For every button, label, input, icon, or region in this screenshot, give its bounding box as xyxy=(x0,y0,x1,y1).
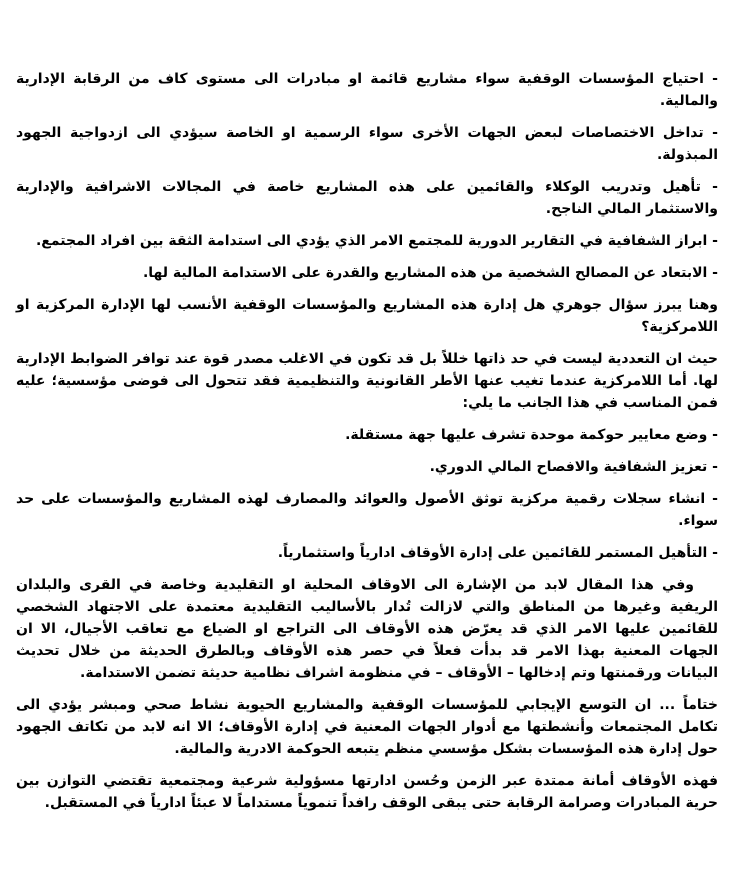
pluralism-paragraph: حيث ان التعددية ليست في حد ذاتها خللاً بل قد تكون في الاغلب مصدر قوة عند توافر الضوابط الإدارية لها. أما اللامركزية عندما تغيب عنها الأطر القانونية والتنظيمية فقد تتحول الى فوضى مؤسسية؛ عليه فمن المناسب في هذا الجانب ما يلي: xyxy=(16,351,718,411)
article-body xyxy=(16,68,718,824)
bullet-transparency-reports: - ابراز الشفافية في التقارير الدورية للمجتمع الامر الذي يؤدي الى استدامة الثقة بين افراد المجتمع. xyxy=(35,233,718,249)
conclusion-paragraph: ختاماً ... ان التوسع الإيجابي للمؤسسات الوقفية والمشاريع الحيوية نشاط صحي ومبشر يؤدي الى تكامل المجتمعات وأنشطتها مع أدوار الجهات المعنية في إدارة الأوقاف؛ الا انه لابد من تكاتف الجهود حول إدارة هذه المؤسسات بشكل مؤسسي منظم يتبعه الحوكمة الادرية والمالية. xyxy=(16,697,718,757)
bullet-avoid-personal-interests: - الابتعاد عن المصالح الشخصية من هذه المشاريع والقدرة على الاستدامة المالية لها. xyxy=(142,265,718,281)
bullet-digital-registers: - انشاء سجلات رقمية مركزية توثق الأصول والعوائد والمصارف لهذه المشاريع والمؤسسات على حد سواء. xyxy=(16,491,718,529)
local-endowments-paragraph: وفي هذا المقال لابد من الإشارة الى الاوقاف المحلية او التقليدية وخاصة في القرى والبلدان الريفية وغيرها من المناطق والتي لازالت تُدار بالأساليب التقليدية معتمدة على الاجتهاد الشخصي للقائمين عليها الامر الذي قد يعرّض هذه الأوقاف الى التراجع او الضياع مع تعاقب الأجيال، الا ان الجهات المعنية بهذا الامر قد بدأت فعلاً في حصر هذه الأوقاف وبالطرق الحديثة من خلال تحديث البيانات ورقمنتها وتم إدخالها – الأوقاف – في منظومة اشراف نظامية حديثة تضمن الاستدامة. xyxy=(16,577,718,681)
closing-paragraph: فهذه الأوقاف أمانة ممتدة عبر الزمن وحُسن ادارتها مسؤولية شرعية ومجتمعية تقتضي التوازن بين حرية المبادرات وصرامة الرقابة حتى يبقى الوقف رافداً تنموياً مستداماً لا عبئاً ادارياً في المستقبل. xyxy=(16,773,718,811)
bullet-overlapping-jurisdictions: - تداخل الاختصاصات لبعض الجهات الأخرى سواء الرسمية او الخاصة سيؤدي الى ازدواجية الجهود المبذولة. xyxy=(16,125,718,163)
bullet-oversight-need: - احتياج المؤسسات الوقفية سواء مشاريع قائمة او مبادرات الى مستوى كاف من الرقابة الإدارية والمالية. xyxy=(16,71,718,109)
bullet-governance-standards: - وضع معايير حوكمة موحدة تشرف عليها جهة مستقلة. xyxy=(345,427,718,443)
bullet-financial-disclosure: - تعزيز الشفافية والافصاح المالي الدوري. xyxy=(429,459,718,475)
bullet-continuous-qualification: - التأهيل المستمر للقائمين على إدارة الأوقاف ادارياً واستثمارياً. xyxy=(277,545,718,561)
question-paragraph: وهنا يبرز سؤال جوهري هل إدارة هذه المشاريع والمؤسسات الوقفية الأنسب لها الإدارة المركزية او اللامركزية؟ xyxy=(16,297,718,335)
bullet-training-agents: - تأهيل وتدريب الوكلاء والقائمين على هذه المشاريع خاصة في المجالات الاشرافية والإدارية والاستثمار المالي الناجح. xyxy=(16,179,718,217)
